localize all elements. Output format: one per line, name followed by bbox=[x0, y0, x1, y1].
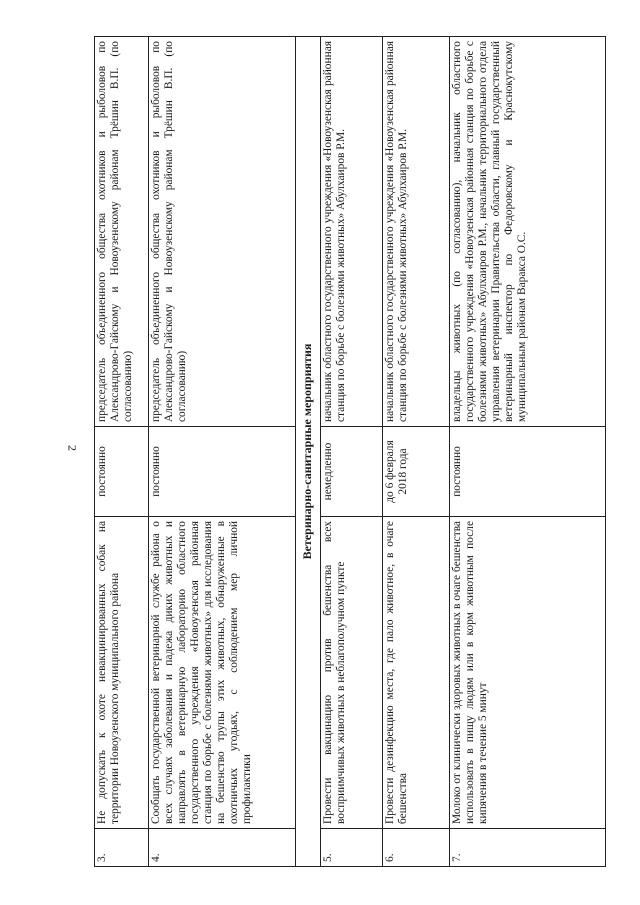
measure-text: Молоко от клинически здоровых животных в очаге бешенства использовать в пищу людям или в корм животным после кипячения в течение 5 минут bbox=[450, 517, 606, 829]
deadline-text: немедленно bbox=[320, 427, 382, 517]
deadline-text: постоянно bbox=[95, 427, 149, 517]
row-number: 4. bbox=[149, 829, 296, 867]
measure-text: Не допускать к охоте невакцинированных собак на территории Новоузенского муниципального района bbox=[95, 517, 149, 829]
section-header-row bbox=[296, 37, 321, 867]
table-row bbox=[320, 37, 382, 867]
measure-text: Сообщать государственной ветеринарной службе района о всех случаях заболевания и падежа диких животных и направлять в ветеринарную лабораторию областного государственного учреждения «Новоузенская районная станция по борьбе с болезнями животных» для исследования на бешенство трупы этих животных, обнаруженные в охотничьих угодьях, с соблюдением мер личной профилактики bbox=[149, 517, 296, 829]
page-number: 2 bbox=[65, 445, 80, 451]
row-number: 7. bbox=[450, 829, 606, 867]
row-number: 3. bbox=[95, 829, 149, 867]
table-row bbox=[95, 37, 149, 867]
table-row bbox=[149, 37, 296, 867]
measure-text: Провести вакцинацию против бешенства всех восприимчивых животных в неблагополучном пункте bbox=[320, 517, 382, 829]
deadline-text: постоянно bbox=[450, 427, 606, 517]
measure-text: Провести дезинфекцию места, где пало животное, в очаге бешенства bbox=[382, 517, 449, 829]
responsible-text: начальник областного государственного учреждения «Новоузенская районная станция по борьбе с болезнями животных» Абулхаиров Р.М. bbox=[320, 37, 382, 427]
responsible-text: председатель объединенного общества охотников и рыболовов по Александрово-Гайскому и Новоузенскому районам Трёшин В.П. (по согласованию) bbox=[95, 37, 149, 427]
rotated-page-content bbox=[94, 37, 606, 867]
section-title: Ветеринарно-санитарные мероприятия bbox=[296, 37, 321, 867]
responsible-text: владельцы животных (по согласованию), начальник областного государственного учреждения «Новоузенская районная станция по борьбе с болезнями животных» Абулхаиров Р.М., начальник территориального отдела управления ветеринарии Правительства области, главный государственный ветеринарный инспектор по Федоровскому и Краснокутскому муниципальным районам Варакса О.С. bbox=[450, 37, 606, 427]
responsible-text: начальник областного государственного учреждения «Новоузенская районная станция по борьбе с болезнями животных» Абулхаиров Р.М. bbox=[382, 37, 449, 427]
row-number: 5. bbox=[320, 829, 382, 867]
deadline-text: постоянно bbox=[149, 427, 296, 517]
row-number: 6. bbox=[382, 829, 449, 867]
measures-table bbox=[94, 36, 606, 867]
responsible-text: председатель объединенного общества охотников и рыболовов по Александрово-Гайскому и Новоузенскому районам Трёшин В.П. (по согласованию) bbox=[149, 37, 296, 427]
table-row bbox=[382, 37, 449, 867]
table-row bbox=[450, 37, 606, 867]
deadline-text: до 6 февраля 2018 года bbox=[382, 427, 449, 517]
